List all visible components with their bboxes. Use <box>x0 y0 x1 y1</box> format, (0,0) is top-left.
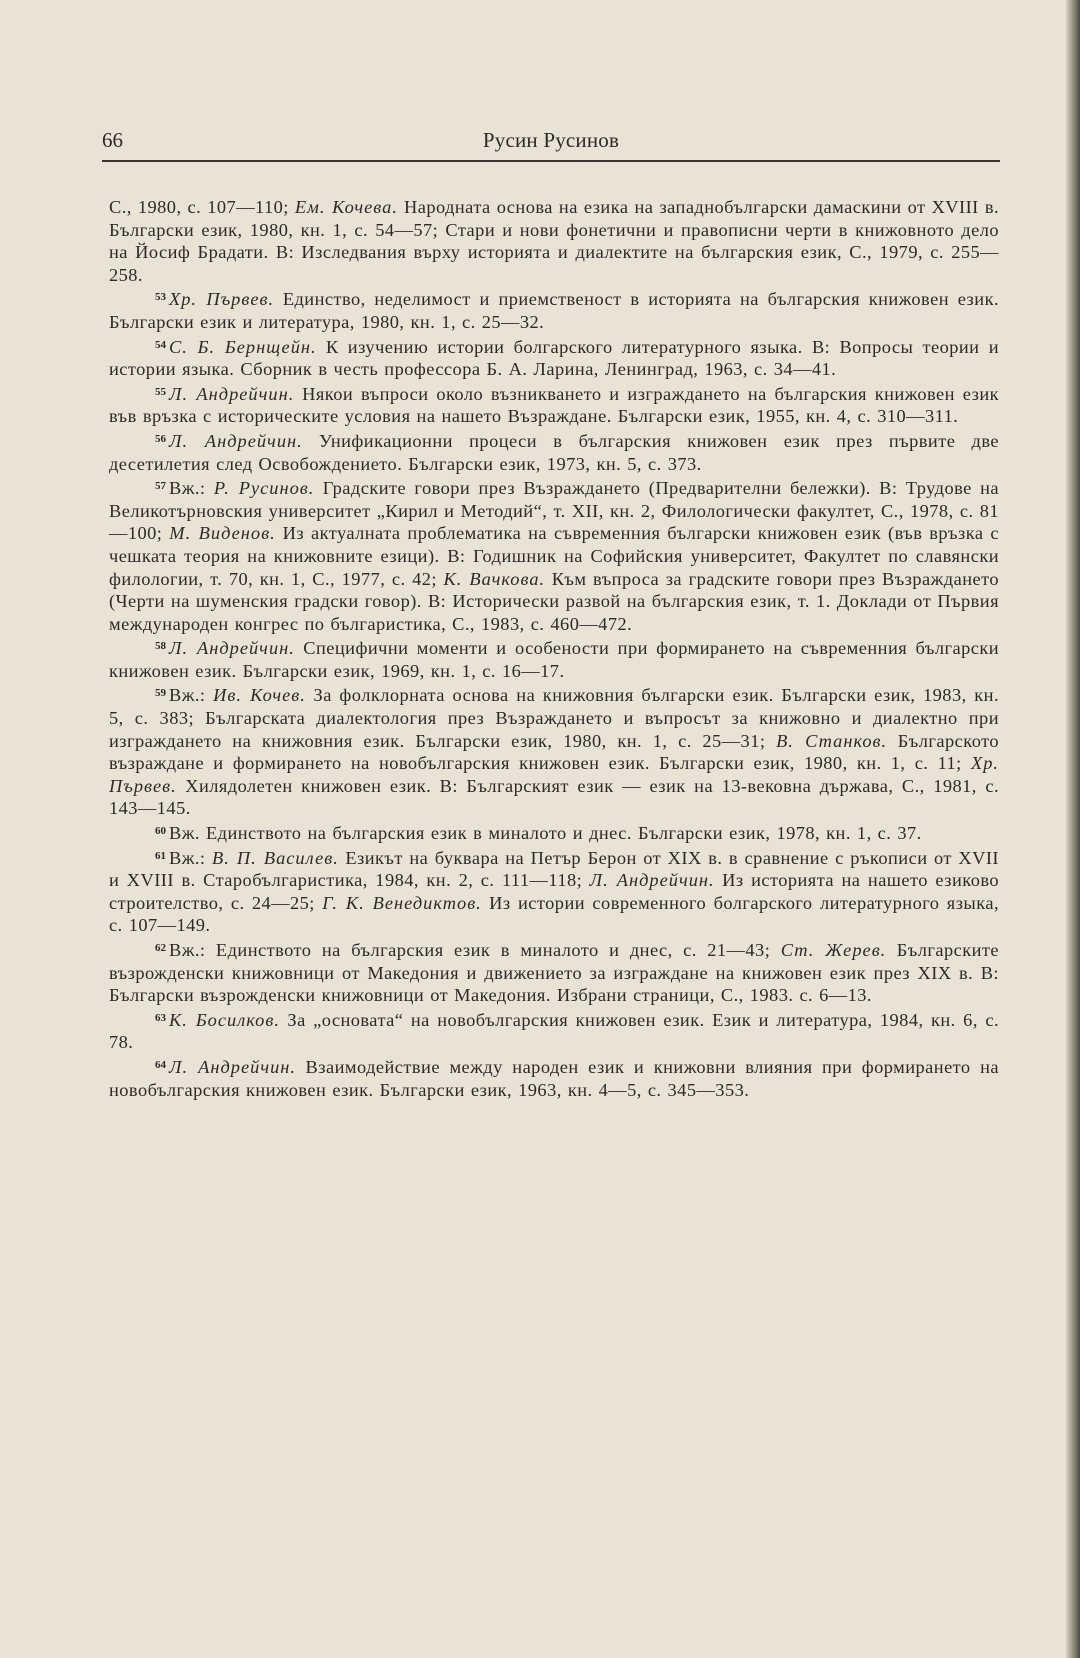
footnote <box>109 937 999 1007</box>
footnote <box>109 820 999 845</box>
footnote-number: 55 <box>155 385 166 398</box>
author-name: Хр. Първев. <box>169 289 275 310</box>
footnote-text: Вж.: <box>169 685 214 706</box>
footnote-text: С., 1980, с. 107—110; <box>109 197 295 217</box>
author-name: Ст. Жерев. <box>780 940 887 960</box>
author-name: Ем. Кочева. <box>294 197 398 217</box>
footnote-number: 59 <box>155 687 166 700</box>
author-name: Л. Андрейчин. <box>169 383 295 404</box>
footnote-number: 63 <box>155 1011 166 1024</box>
footnote-text: Из актуалната проблематика на съвременния български книжовен език (във връзка с чешката теория на книжовните езици). В: Годишник на Софийския университет, Факултет по славянски филологии, т. 70, кн. 1, С., 1977, с. 42; <box>109 523 999 589</box>
running-title: Русин Русинов <box>482 128 620 152</box>
footnote-number: 56 <box>155 432 166 445</box>
footnote-text: Единство, неделимост и приемственост в историята на българския книжовен език. Български език и литература, 1980, кн. 1, с. 25—32. <box>109 289 999 332</box>
author-name: Г. К. Венедиктов. <box>322 892 482 913</box>
footnote-text: Народната основа на езика на западнобългарски дамаскини от XVIII в. Български език, 1980, кн. 1, с. 54—57; Стари и нови фонетични и правописни черти в книжовното дело на Йосиф Брадати. В: Изследвания върху историята и диалектите на българския език, С., 1979, с. 255—258. <box>109 197 999 285</box>
page-number: 66 <box>102 128 123 152</box>
footnote-text: Унификационни процеси в българския книжовен език през първите две десетилетия след Освобождението. Български език, 1973, кн. 5, с. 373. <box>109 430 999 474</box>
footnote <box>109 1007 999 1054</box>
footnote <box>109 334 999 381</box>
footnote-text: Градските говори през Възраждането (Предварителни бележки). В: Трудове на Великотърновския университет „Кирил и Методий“, т. XII, кн. 2, Филологически факултет, С., 1978, с. 81—100; <box>109 478 999 544</box>
author-name: К. Босилков. <box>169 1009 280 1030</box>
author-name: Р. Русинов. <box>213 478 315 499</box>
footnote-text: Вж.: <box>169 847 212 868</box>
author-name: К. Вачкова. <box>443 568 546 589</box>
footnote-text: Някои въпроси около възникването и изграждането на българския книжовен език във връзка с историческите условия на нашето Възраждане. Български език, 1955, кн. 4, с. 310—311. <box>109 383 999 427</box>
footnote <box>109 682 999 820</box>
footnote-text: Българските възрожденски книжовници от Македония и движението за изграждане на книжовен език през XIX в. В: Български възрожденски книжовници от Македония. Избрани страници, С., 1983. с. 6—13. <box>109 940 999 1006</box>
footnote-number: 61 <box>155 849 166 862</box>
page-edge-shadow <box>1066 0 1080 1658</box>
author-name: Ив. Кочев. <box>213 685 306 706</box>
footnote <box>109 1054 999 1101</box>
author-name: В. Станков. <box>776 730 888 751</box>
footnote <box>109 635 999 682</box>
footnote <box>109 381 999 428</box>
footnote-text: За „основата“ на новобългарския книжовен език. Език и литература, 1984, кн. 6, с. 78. <box>109 1009 1000 1053</box>
footnote <box>109 428 999 475</box>
footnote-text: Хилядолетен книжовен език. В: Българският език — език на 13-вековна държава, С., 1981, с. 143—145. <box>109 775 999 819</box>
author-name: С. Б. Бернщейн. <box>169 336 317 357</box>
footnote <box>109 286 999 333</box>
footnote-text: Към въпроса за градските говори през Възраждането (Черти на шуменския градски говор). В: Исторически развой на българския език, т. 1. Доклади от Първия международен конгрес по българистика, С., 1983, с. 460—472. <box>109 568 1000 634</box>
header-rule <box>102 160 1000 162</box>
author-name: М. Виденов. <box>169 523 276 544</box>
footnote-text: К изучению истории болгарского литературного языка. В: Вопросы теории и истории языка. Сборник в честь профессора Б. А. Ларина, Ленинград, 1963, с. 34—41. <box>109 336 999 380</box>
footnote-number: 53 <box>155 291 166 304</box>
author-name: Л. Андрейчин. <box>169 1056 297 1077</box>
footnote-text: Вж. Единството на българския език в миналото и днес. Български език, 1978, кн. 1, с. 37. <box>169 823 922 844</box>
footnote-text: Из истории современного болгарского литературного языка, с. 107—149. <box>109 892 1000 936</box>
footnote-text: Вж.: Единството на българския език в миналото и днес, с. 21—43; <box>169 940 781 960</box>
footnote-text: Из историята на нашето езиково строителство, с. 24—25; <box>109 870 999 913</box>
author-name: В. П. Василев. <box>212 847 339 868</box>
page-header <box>102 128 1000 160</box>
footnote <box>109 845 999 937</box>
footnote-text: Българското възраждане и формирането на новобългарския книжовен език. Български език, 1980, кн. 1, с. 11; <box>109 730 999 774</box>
author-name: Л. Андрейчин. <box>589 870 715 891</box>
footnote-text: Езикът на буквара на Петър Берон от XIX в. в сравнение с ръкописи от XVII и XVIII в. Старобългаристика, 1984, кн. 2, с. 111—118; <box>109 847 1000 891</box>
footnote-text: За фолклорната основа на книжовния български език. Български език, 1983, кн. 5, с. 383; Българската диалектология през Възраждането и въпросът за книжовно и диалектно при изграждането на книжовния език. Български език, 1980, кн. 1, с. 25—31; <box>109 685 999 751</box>
footnote-number: 60 <box>155 825 166 838</box>
footnote <box>109 196 999 286</box>
footnote-number: 54 <box>155 338 166 351</box>
footnote-number: 57 <box>155 480 166 493</box>
footnote-number: 58 <box>155 640 166 653</box>
footnote-number: 62 <box>155 942 166 954</box>
footnote-text: Специфични моменти и особености при формирането на съвременния български книжовен език. Български език, 1969, кн. 1, с. 16—17. <box>109 638 1000 681</box>
footnote-number: 64 <box>155 1058 166 1071</box>
author-name: Л. Андрейчин. <box>169 430 303 451</box>
footnote <box>109 475 999 635</box>
footnotes-block <box>109 196 999 1101</box>
author-name: Л. Андрейчин. <box>169 638 295 659</box>
footnote-text: Вж.: <box>169 478 214 499</box>
footnote-text: Взаимодействие между народен език и книжовни влияния при формирането на новобългарския книжовен език. Български език, 1963, кн. 4—5, с. 345—353. <box>109 1056 999 1100</box>
author-name: Хр. Първев. <box>109 753 999 796</box>
